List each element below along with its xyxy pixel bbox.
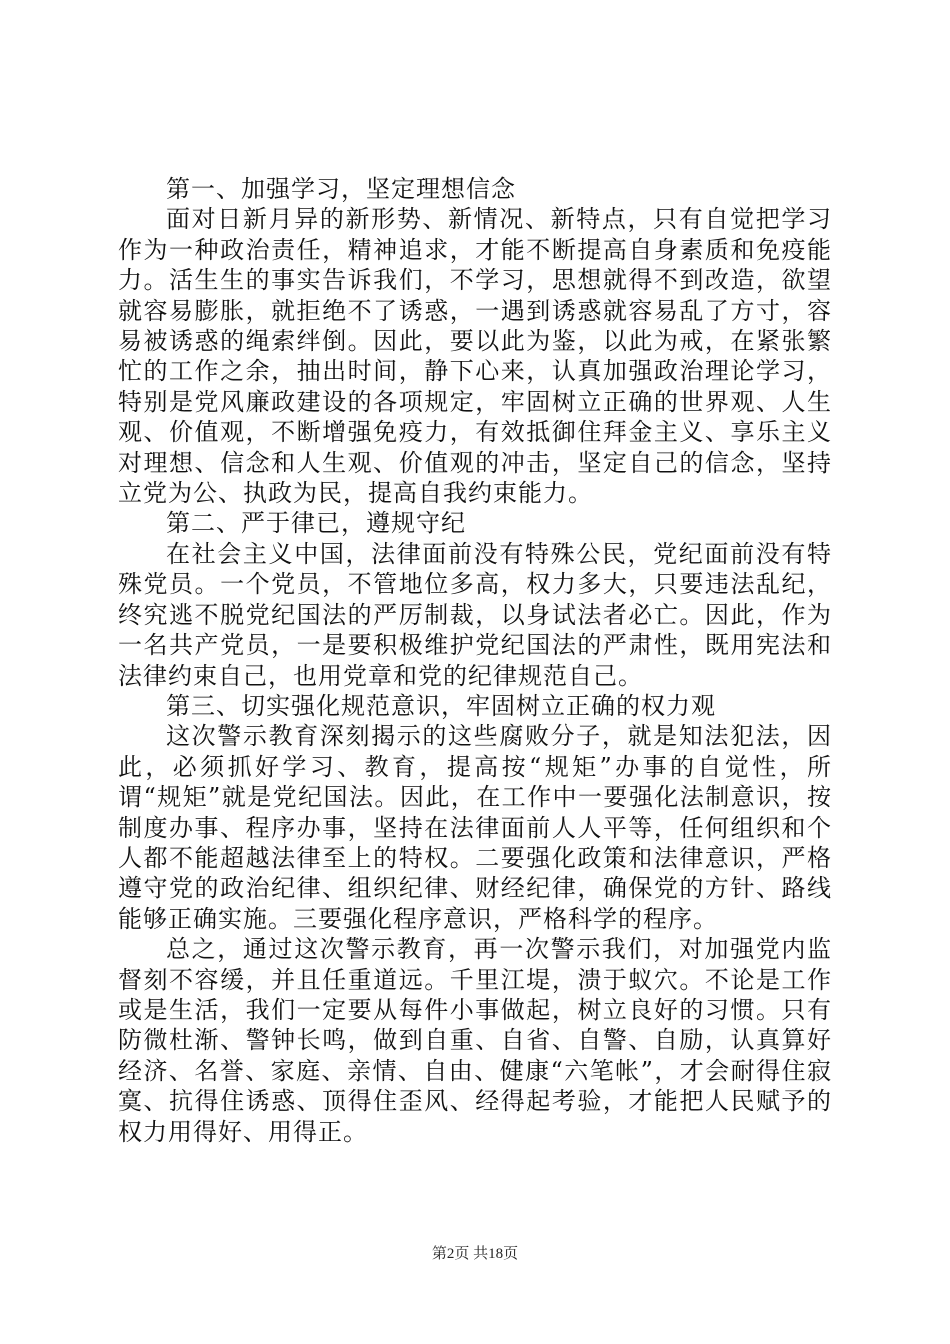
body-paragraph-3: 这次警示教育深刻揭示的这些腐败分子，就是知法犯法，因此，必须抓好学习、教育，提高按“规矩”办事的自觉性，所谓“规矩”就是党纪国法。因此，在工作中一要强化法制意识，按制度办事、程序办事，坚持在法律面前人人平等，任何组织和个人都不能超越法律至上的特权。二要强化政策和法律意识，严格遵守党的政治纪律、组织纪律、财经纪律，确保党的方针、路线能够正确实施。三要强化程序意识，严格科学的程序。 [118, 722, 832, 933]
section-heading-3: 第三、切实强化规范意识，牢固树立正确的权力观 [166, 691, 716, 720]
section-heading-2: 第二、严于律已，遵规守纪 [166, 509, 466, 538]
section-heading-1: 第一、加强学习，坚定理想信念 [166, 175, 516, 203]
document-body [118, 174, 832, 1147]
conclusion-paragraph: 总之，通过这次警示教育，再一次警示我们，对加强党内监督刻不容缓，并且任重道远。千里江堤，溃于蚁穴。不论是工作或是生活，我们一定要从每件小事做起，树立良好的习惯。只有防微杜渐、警钟长鸣，做到自重、自省、自警、自励，认真算好经济、名誉、家庭、亲情、自由、健康“六笔帐”，才会耐得住寂寞、抗得住诱惑、顶得住歪风、经得起考验，才能把人民赋予的权力用得好、用得正。 [118, 935, 832, 1146]
body-paragraph-1: 面对日新月异的新形势、新情况、新特点，只有自觉把学习作为一种政治责任，精神追求，才能不断提高自身素质和免疫能力。活生生的事实告诉我们，不学习，思想就得不到改造，欲望就容易膨胀，就拒绝不了诱惑，一遇到诱惑就容易乱了方寸，容易被诱惑的绳索绊倒。因此，要以此为鉴，以此为戒，在紧张繁忙的工作之余，抽出时间，静下心来，认真加强政治理论学习，特别是党风廉政建设的各项规定，牢固树立正确的世界观、人生观、价值观，不断增强免疫力，有效抵御住拜金主义、享乐主义对理想、信念和人生观、价值观的冲击，坚定自己的信念，坚持立党为公、执政为民，提高自我约束能力。 [118, 205, 832, 508]
body-paragraph-2: 在社会主义中国，法律面前没有特殊公民，党纪面前没有特殊党员。一个党员，不管地位多高，权力多大，只要违法乱纪，终究逃不脱党纪国法的严厉制裁，以身试法者必亡。因此，作为一名共产党员，一是要积极维护党纪国法的严肃性，既用宪法和法律约束自己，也用党章和党的纪律规范自己。 [118, 539, 832, 690]
page-number-footer: 第2页 共18页 [431, 1246, 519, 1262]
